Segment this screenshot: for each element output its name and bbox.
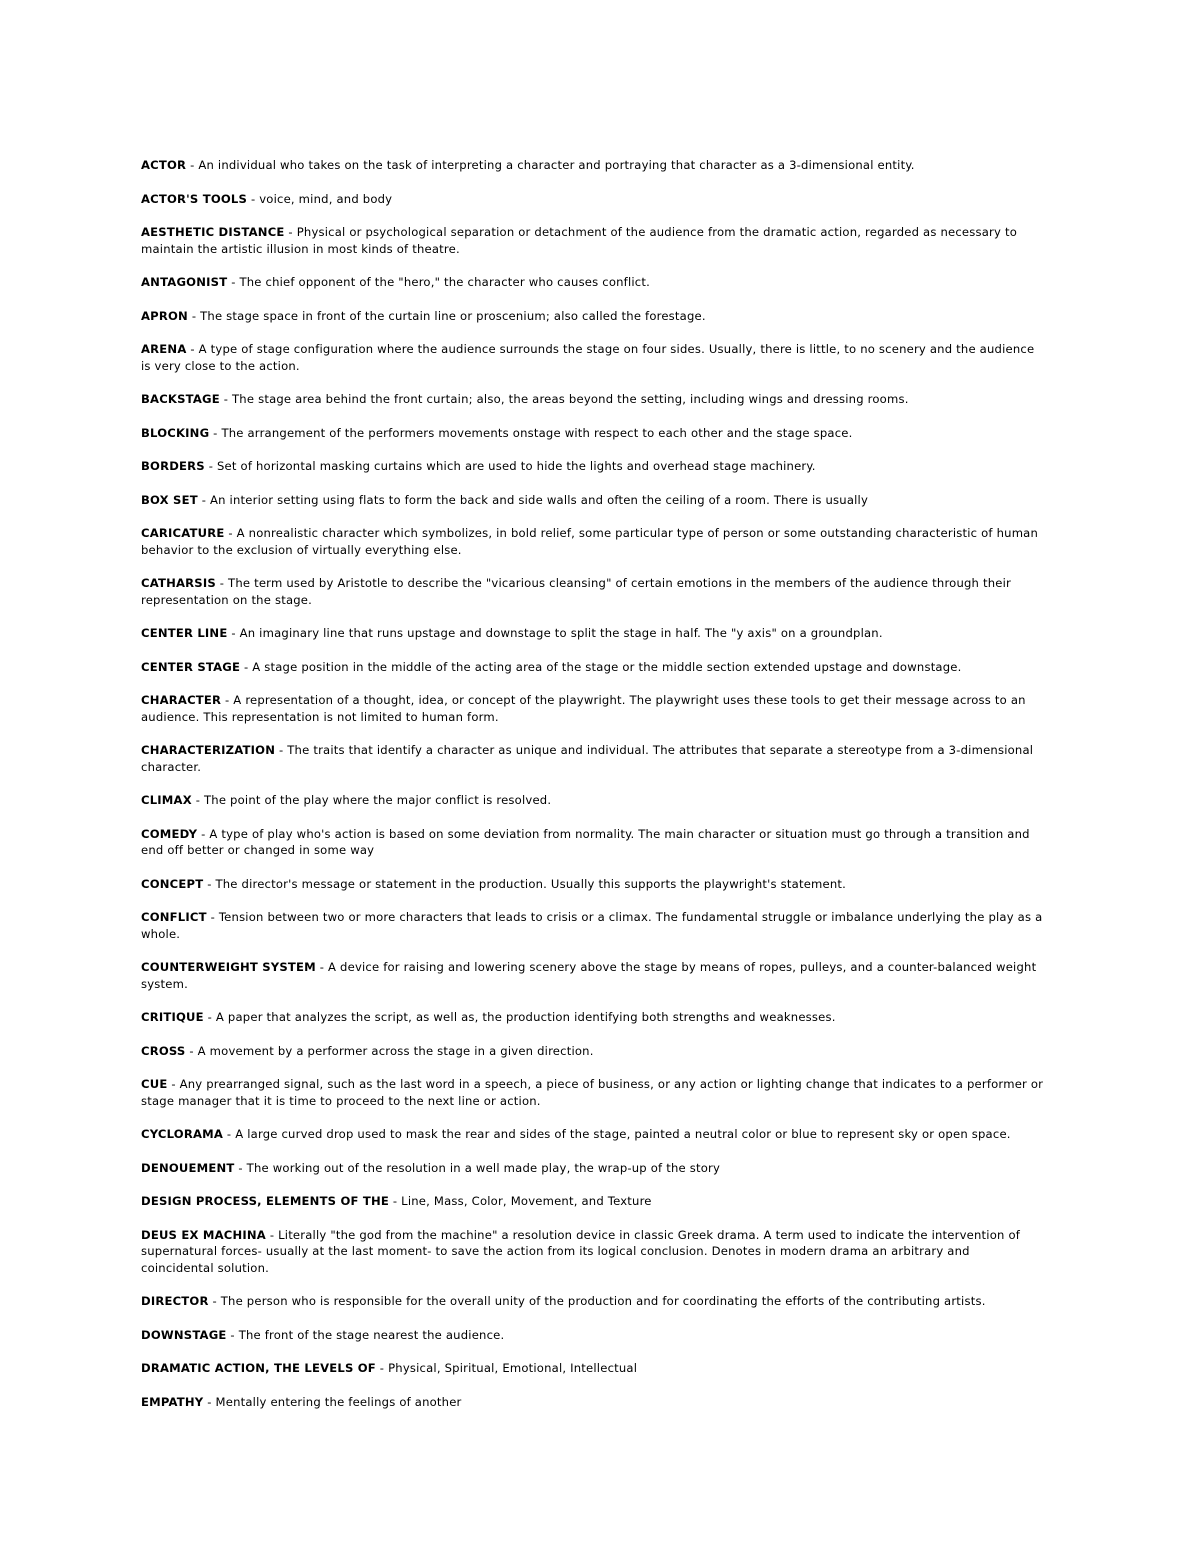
glossary-entry [141, 1360, 1046, 1377]
glossary-entry [141, 157, 1046, 174]
glossary-entry [141, 826, 1046, 859]
glossary-term: CYCLORAMA [141, 1127, 224, 1141]
glossary-definition: - An imaginary line that runs upstage and downstage to split the stage in half. The "y axis" on a groundplan. [227, 626, 883, 640]
glossary-term: CROSS [141, 1043, 186, 1058]
glossary-definition: - A type of stage configuration where the audience surrounds the stage on four sides. Usually, there is little, to no scenery and the audience is very close to the action. [141, 342, 1035, 373]
glossary-term: CUE [141, 1077, 168, 1091]
glossary-term: DIRECTOR [141, 1294, 209, 1308]
glossary-term: DESIGN PROCESS, ELEMENTS OF THE [141, 1194, 390, 1208]
glossary-entry [141, 274, 1046, 291]
glossary-definition: - voice, mind, and body [247, 191, 393, 206]
glossary-definition: - A device for raising and lowering scenery above the stage by means of ropes, pulleys, and a counter-balanced weight system. [141, 960, 1037, 991]
glossary-definition: - Physical or psychological separation or detachment of the audience from the dramatic action, regarded as necessary to maintain the artistic illusion in most kinds of theatre. [141, 225, 1017, 256]
glossary-term: COMEDY [141, 826, 198, 841]
glossary-definition: - The person who is responsible for the overall unity of the production and for coordinating the efforts of the contributing artists. [208, 1294, 986, 1308]
glossary-term: ARENA [141, 342, 187, 356]
glossary-term: BACKSTAGE [141, 392, 220, 406]
glossary-term: BORDERS [141, 459, 205, 473]
glossary-term: ANTAGONIST [141, 275, 228, 289]
glossary-entry [141, 191, 1046, 208]
glossary-entry [141, 1193, 1046, 1210]
glossary-definition: - The working out of the resolution in a well made play, the wrap-up of the story [234, 1160, 721, 1175]
glossary-term: CATHARSIS [141, 576, 216, 590]
glossary-term: CENTER LINE [141, 626, 228, 640]
glossary-entry [141, 1227, 1046, 1277]
glossary-term: CONFLICT [141, 910, 207, 924]
glossary-term: CARICATURE [141, 526, 225, 540]
glossary-entry [141, 525, 1046, 558]
glossary-definition: - Mentally entering the feelings of another [203, 1394, 462, 1409]
glossary-term: BOX SET [141, 492, 198, 507]
glossary-entry [141, 1043, 1046, 1060]
glossary-term: APRON [141, 308, 188, 323]
glossary-definition: - The director's message or statement in the production. Usually this supports the playwright's statement. [203, 876, 847, 891]
glossary-definition: - An individual who takes on the task of interpreting a character and portraying that character as a 3-dimensional entity. [186, 158, 915, 172]
glossary-term: DOWNSTAGE [141, 1327, 227, 1342]
glossary-entry [141, 1327, 1046, 1344]
glossary-definition: - The point of the play where the major conflict is resolved. [191, 793, 552, 807]
glossary-definition: - Tension between two or more characters that leads to crisis or a climax. The fundamental struggle or imbalance underlying the play as a whole. [141, 910, 1043, 941]
glossary-definition: - Physical, Spiritual, Emotional, Intellectual [375, 1361, 638, 1375]
glossary-term: EMPATHY [141, 1394, 204, 1409]
glossary-entry [141, 458, 1046, 475]
glossary-definition: - The chief opponent of the "hero," the character who causes conflict. [227, 275, 651, 289]
glossary-entry [141, 909, 1046, 942]
glossary-definition: - Literally "the god from the machine" a resolution device in classic Greek drama. A term used to indicate the intervention of supernatural forces- usually at the last moment- to save the action from its logical conclusion. Denotes in modern drama an arbitrary and coincidental solution. [141, 1227, 1021, 1275]
glossary-term: DEUS EX MACHINA [141, 1227, 266, 1242]
glossary-entry [141, 391, 1046, 408]
glossary-entry [141, 492, 1046, 509]
glossary-entry [141, 959, 1046, 992]
glossary-term: CHARACTERIZATION [141, 743, 276, 757]
glossary-entry [141, 742, 1046, 775]
glossary-term: ACTOR'S TOOLS [141, 191, 248, 206]
glossary-definition: - A nonrealistic character which symbolizes, in bold relief, some particular type of person or some outstanding characteristic of human behavior to the exclusion of virtually everything else. [141, 526, 1039, 557]
glossary-entry [141, 1394, 1046, 1411]
glossary-definition: - An interior setting using flats to form the back and side walls and often the ceiling of a room. There is usually [197, 492, 869, 507]
glossary-term: CONCEPT [141, 876, 204, 891]
glossary-entry [141, 1293, 1046, 1310]
glossary-entry [141, 425, 1046, 442]
glossary-definition: - Line, Mass, Color, Movement, and Texture [389, 1194, 652, 1208]
glossary-definition: - The stage area behind the front curtain; also, the areas beyond the setting, including wings and dressing rooms. [219, 392, 909, 406]
glossary-definition: - Any prearranged signal, such as the last word in a speech, a piece of business, or any action or lighting change that indicates to a performer or stage manager that it is time to proceed to the next line or action. [141, 1077, 1044, 1108]
glossary-entry [141, 224, 1046, 257]
glossary-definition: - A representation of a thought, idea, or concept of the playwright. The playwright uses these tools to get their message across to an audience. This representation is not limited to human form. [141, 693, 1026, 724]
glossary-definition: - A large curved drop used to mask the rear and sides of the stage, painted a neutral color or blue to represent sky or open space. [223, 1127, 1011, 1141]
glossary-definition: - A paper that analyzes the script, as well as, the production identifying both strengths and weaknesses. [203, 1010, 836, 1024]
glossary-term: CENTER STAGE [141, 659, 241, 674]
glossary-definition: - The traits that identify a character as unique and individual. The attributes that separate a stereotype from a 3-dimensional character. [141, 743, 1034, 774]
glossary-term: AESTHETIC DISTANCE [141, 225, 285, 239]
glossary-entry [141, 659, 1046, 676]
glossary-entry [141, 876, 1046, 893]
glossary-term: ACTOR [141, 158, 187, 172]
glossary-definition: - The front of the stage nearest the audience. [226, 1327, 505, 1342]
glossary-term: DENOUEMENT [141, 1160, 235, 1175]
glossary-definition: - The term used by Aristotle to describe the "vicarious cleansing" of certain emotions in the members of the audience through their representation on the stage. [141, 576, 1012, 607]
glossary-definition: - The arrangement of the performers movements onstage with respect to each other and the stage space. [209, 425, 853, 440]
glossary-term: CLIMAX [141, 793, 192, 807]
glossary-term: COUNTERWEIGHT SYSTEM [141, 960, 316, 974]
glossary-entry [141, 308, 1046, 325]
glossary-term: DRAMATIC ACTION, THE LEVELS OF [141, 1361, 376, 1375]
glossary-entry [141, 792, 1046, 809]
glossary-definition: - A type of play who's action is based on some deviation from normality. The main character or situation must go through a transition and end off better or changed in some way [141, 826, 1030, 857]
glossary-definition: - A stage position in the middle of the acting area of the stage or the middle section extended upstage and downstage. [240, 659, 962, 674]
glossary-entry [141, 341, 1046, 374]
glossary-term: CRITIQUE [141, 1010, 204, 1024]
glossary-definition: - The stage space in front of the curtain line or proscenium; also called the forestage. [187, 308, 706, 323]
glossary-definition: - Set of horizontal masking curtains which are used to hide the lights and overhead stage machinery. [204, 459, 816, 473]
glossary-list [141, 157, 1046, 1427]
glossary-entry [141, 625, 1046, 642]
glossary-term: CHARACTER [141, 693, 222, 707]
glossary-definition: - A movement by a performer across the stage in a given direction. [185, 1043, 594, 1058]
glossary-term: BLOCKING [141, 425, 210, 440]
glossary-entry [141, 1076, 1046, 1109]
glossary-entry [141, 1160, 1046, 1177]
glossary-entry [141, 1009, 1046, 1026]
glossary-entry [141, 575, 1046, 608]
glossary-entry [141, 1126, 1046, 1143]
glossary-entry [141, 692, 1046, 725]
